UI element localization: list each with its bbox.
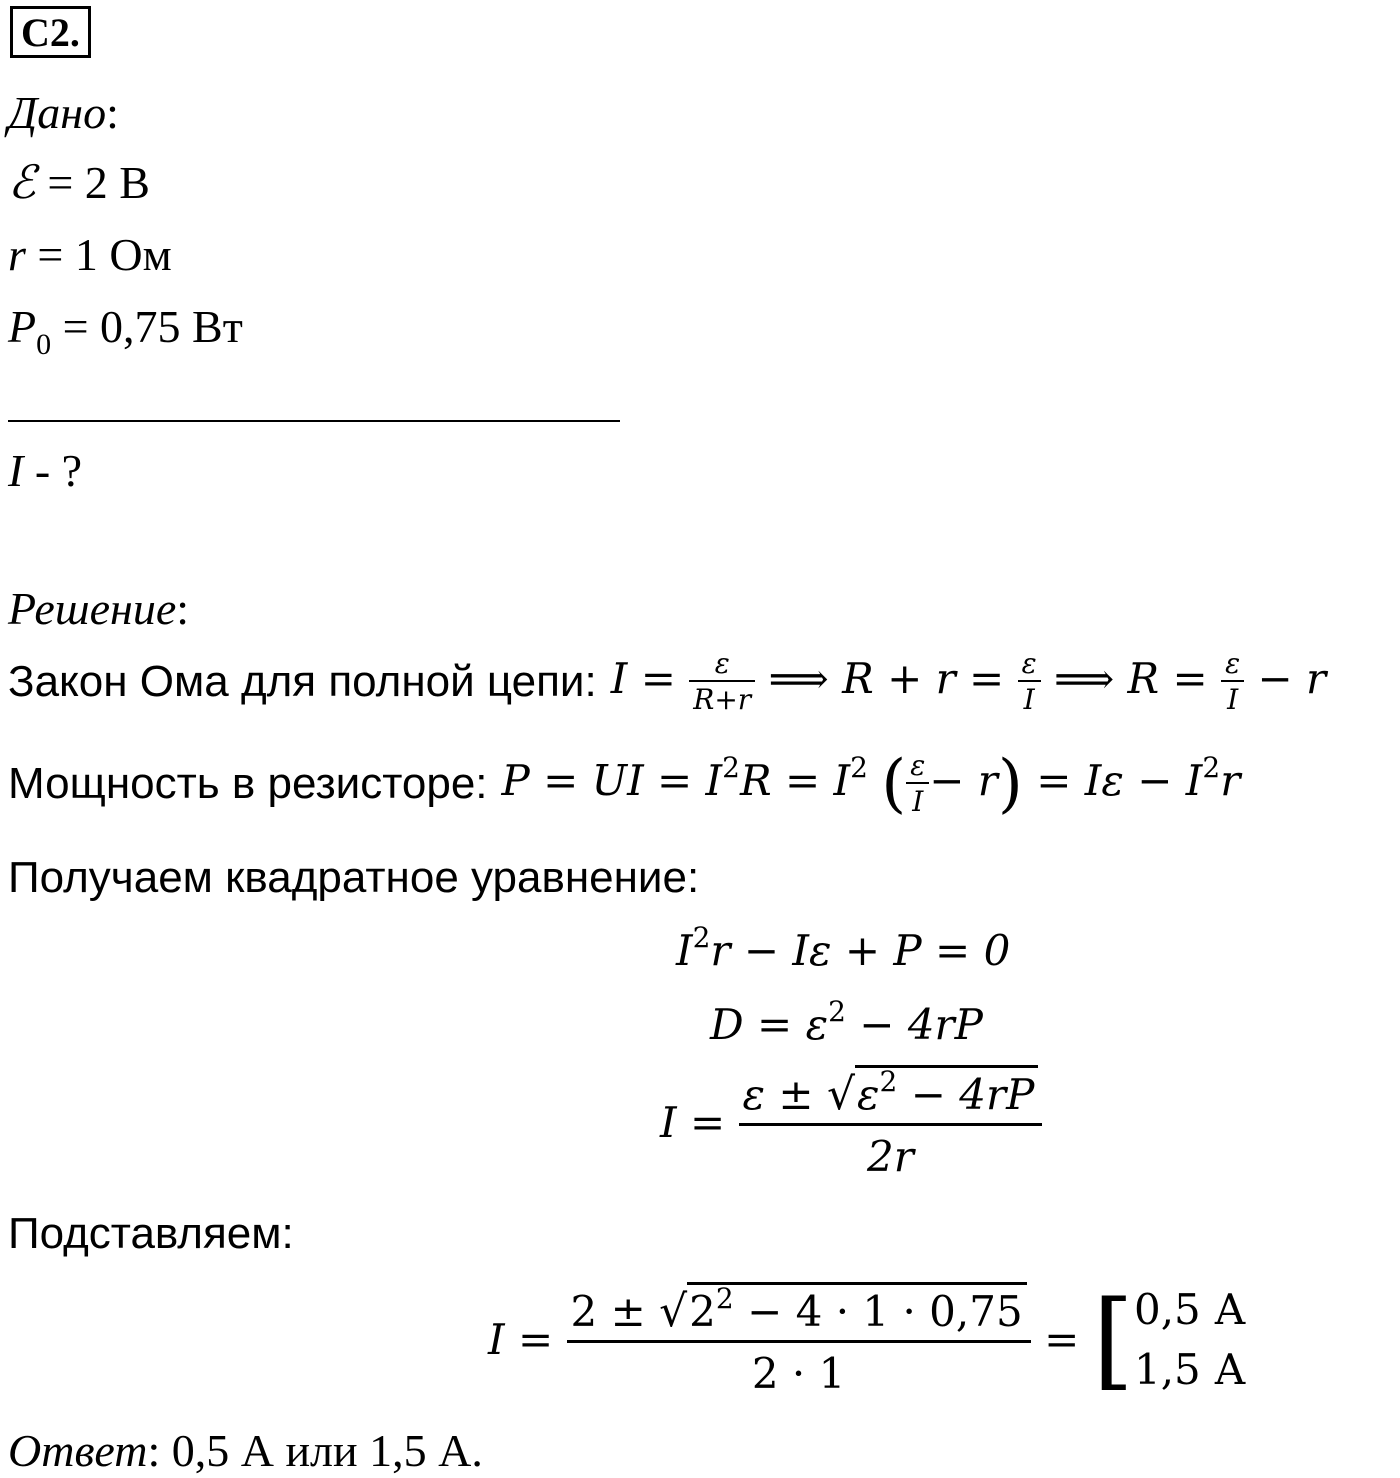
ohm-fraction-3: $\frac{\varepsilon}{I}$ xyxy=(1221,650,1244,714)
find-line: I - ? xyxy=(8,445,83,496)
sqrt-symbol: √ xyxy=(826,1069,855,1120)
root-formula: I = $\frac{\varepsilon \pm √\varepsilon^2 - 4rP}{2r}$ xyxy=(660,1068,1042,1178)
quadratic-equation: $I^2r - I\varepsilon + P = 0$ xyxy=(676,921,1011,975)
ohm-fraction-2: $\frac{\varepsilon}{I}$ xyxy=(1018,650,1041,714)
power-fraction: $\frac{\varepsilon}{I}$ xyxy=(906,752,929,816)
ohm-fraction: $\frac{\varepsilon}{R+r}$ xyxy=(689,650,755,714)
substituted-fraction: $\frac{2 \pm √2^2 - 4 \cdot 1 \cdot 0,75}{2 \cdot 1}$ xyxy=(567,1285,1031,1395)
discriminant: $D = \varepsilon^2 - 4rP$ xyxy=(710,995,983,1049)
power-line: Мощность в резисторе: P = UI = $I^2R = I^2$ ( $\frac{\varepsilon}{I}$ − $r) = I\varepsilon - I^2r$ xyxy=(8,747,1241,821)
answer-line: Ответ: 0,5 А или 1,5 А. xyxy=(8,1425,483,1476)
quadratic-label: Получаем квадратное уравнение: xyxy=(8,853,700,902)
given-emf: ℰ = 2 В xyxy=(8,157,150,208)
substitute-label: Подставляем: xyxy=(8,1209,294,1258)
problem-label: C2. xyxy=(10,6,91,58)
given-divider xyxy=(8,420,620,422)
given-power: $P_0 = 0,75$ Вт xyxy=(8,301,243,361)
answer-cases: 0,5 А 1,5 А xyxy=(1133,1285,1246,1394)
substituted-formula: I = $\frac{2 \pm √2^2 - 4 \cdot 1 \cdot 0,75}{2 \cdot 1}$ = [ 0,5 А 1,5 А xyxy=(488,1278,1246,1401)
solution-heading: Решение: xyxy=(8,583,190,634)
given-heading: Дано: xyxy=(8,87,119,138)
given-resistance: r = 1 Ом xyxy=(8,229,172,280)
root-fraction: $\frac{\varepsilon \pm √\varepsilon^2 - 4rP}{2r}$ xyxy=(739,1068,1043,1178)
ohm-law-line: Закон Ома для полной цепи: I = $\frac{\varepsilon}{R+r}$ ⟹ R + r = $\frac{\varepsilon}{I}$ ⟹ R = $\frac{\varepsilon}{I}$ − r xyxy=(8,647,1327,716)
sqrt-symbol: √ xyxy=(659,1286,688,1337)
cases-bracket: [ xyxy=(1092,1278,1134,1401)
